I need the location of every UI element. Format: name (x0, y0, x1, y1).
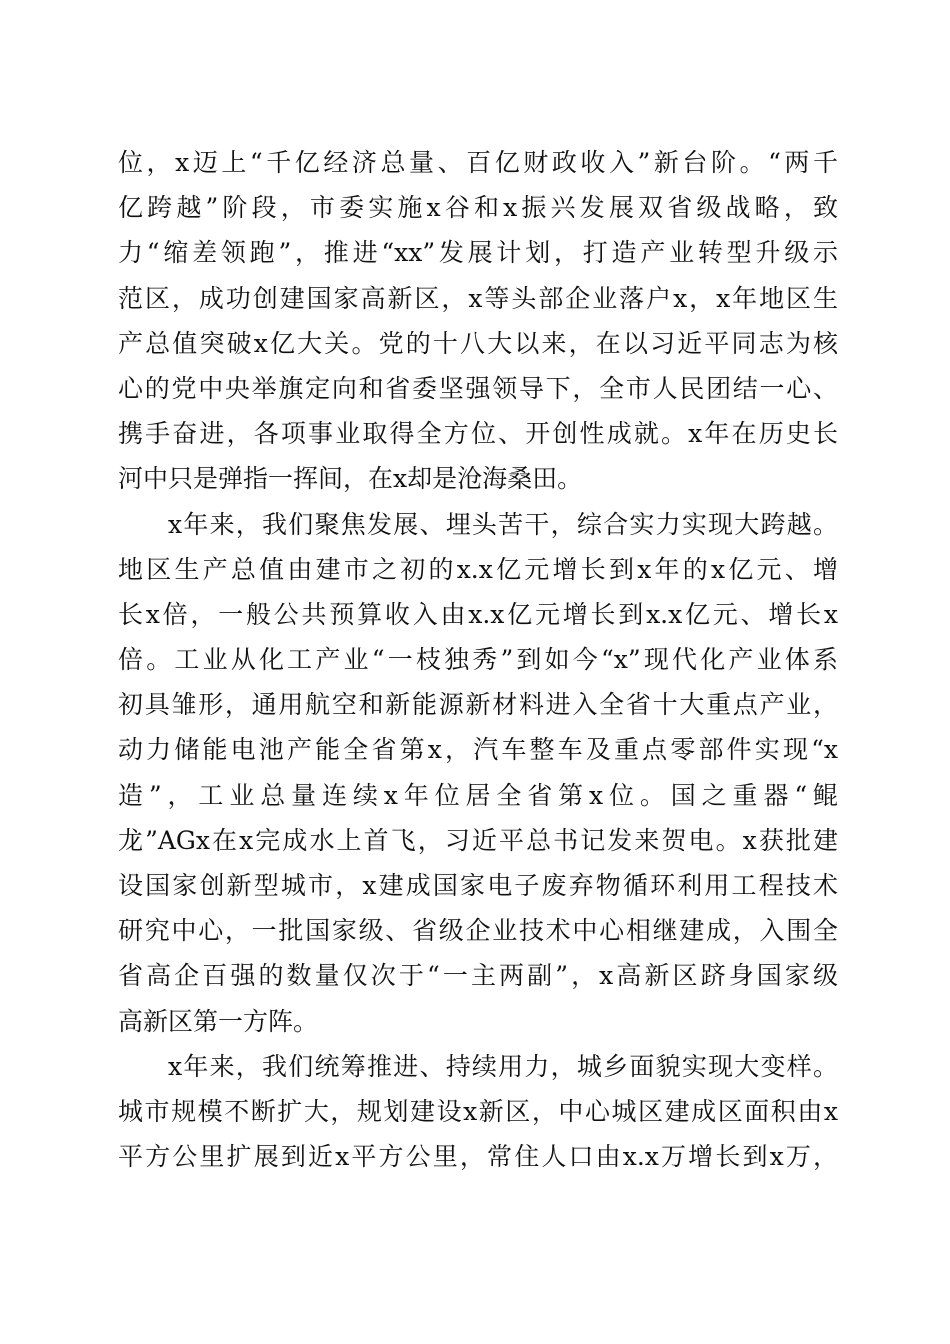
text-line: 长x倍，一般公共预算收入由x.x亿元增长到x.x亿元、增长x (118, 599, 838, 629)
text-line: 亿跨越”阶段，市委实施x谷和x振兴发展双省级战略，致 (118, 193, 838, 223)
text-line: 携手奋进，各项事业取得全方位、开创性成就。x年在历史长 (118, 419, 838, 449)
text-line: 研究中心，一批国家级、省级企业技术中心相继建成，入围全 (118, 916, 838, 946)
text-line: 产总值突破x亿大关。党的十八大以来，在以习近平同志为核 (118, 328, 838, 358)
text-line: 心的党中央举旗定向和省委坚强领导下，全市人民团结一心、 (118, 373, 838, 403)
paragraph-first-line: x年来，我们统筹推进、持续用力，城乡面貌实现大变样。 (168, 1051, 838, 1081)
text-line: 位，x迈上“千亿经济总量、百亿财政收入”新台阶。“两千 (118, 148, 838, 177)
text-line: 河中只是弹指一挥间，在x却是沧海桑田。 (118, 464, 583, 494)
text-line: 初具雏形，通用航空和新能源新材料进入全省十大重点产业， (118, 690, 838, 720)
text-line: 范区，成功创建国家高新区，x等头部企业落户x，x年地区生 (118, 283, 838, 313)
text-line: 设国家创新型城市，x建成国家电子废弃物循环利用工程技术 (118, 871, 838, 900)
text-line: 地区生产总值由建市之初的x.x亿元增长到x年的x亿元、增 (118, 554, 838, 584)
text-line: 造”，工业总量连续x年位居全省第x位。国之重器“鲲 (118, 780, 838, 810)
text-line: 城市规模不断扩大，规划建设x新区，中心城区建成区面积由x (118, 1096, 838, 1126)
text-line: 平方公里扩展到近x平方公里，常住人口由x.x万增长到x万， (118, 1142, 838, 1172)
text-line: 省高企百强的数量仅次于“一主两副”，x高新区跻身国家级 (118, 961, 838, 991)
paragraph-first-line: x年来，我们聚焦发展、埋头苦干，综合实力实现大跨越。 (168, 509, 838, 539)
text-line: 倍。工业从化工产业“一枝独秀”到如今“x”现代化产业体系 (118, 645, 838, 675)
text-line: 龙”AGx在x完成水上首飞，习近平总书记发来贺电。x获批建 (118, 825, 838, 855)
text-line: 力“缩差领跑”，推进“xx”发展计划，打造产业转型升级示 (118, 238, 838, 268)
text-line: 高新区第一方阵。 (118, 1006, 319, 1036)
body-text (118, 140, 838, 1179)
text-line: 动力储能电池产能全省第x，汽车整车及重点零部件实现“x (118, 735, 838, 765)
